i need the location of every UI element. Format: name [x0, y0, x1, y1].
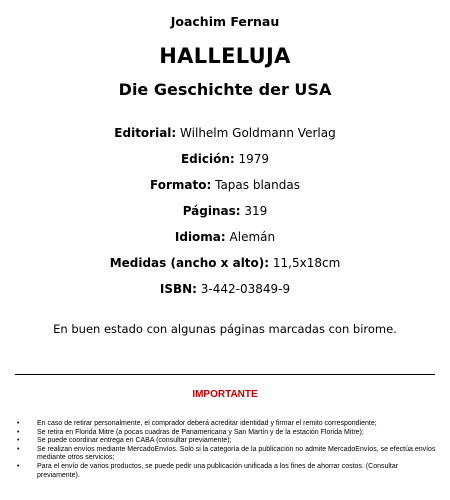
detail-label: Editorial:	[114, 126, 177, 140]
detail-value: 1979	[238, 152, 270, 166]
list-item-text: En caso de retirar personalmente, el comprador deberá acreditar identidad y firmar el remito correspondiente;	[37, 420, 377, 427]
detail-label: Edición:	[180, 152, 235, 166]
detail-value: Wilhelm Goldmann Verlag	[180, 126, 336, 140]
detail-label: Páginas:	[182, 204, 241, 218]
bullet-icon: •	[17, 428, 20, 436]
detail-label: Medidas (ancho x alto):	[109, 256, 270, 270]
list-item-text: Para el envío de varios productos, se puede pedir una publicación unificada a los fines de ahorrar costos. (Consultar previamente).	[37, 462, 399, 479]
detail-value: 11,5x18cm	[272, 256, 341, 270]
list-item	[0, 463, 450, 480]
bullet-icon: •	[17, 420, 20, 427]
detail-value: Alemán	[229, 230, 276, 244]
detail-idioma	[0, 230, 450, 244]
detail-paginas	[0, 204, 450, 218]
list-item-text: Se retira en Florida Mitre (a pocas cuadras de Panamericana y San Martín y de la estación Florida Mitre);	[37, 428, 364, 436]
important-heading: IMPORTANTE	[192, 389, 258, 400]
detail-formato	[0, 178, 450, 192]
detail-medidas	[0, 256, 450, 270]
book-subtitle: Die Geschichte der USA	[118, 80, 332, 99]
section-divider	[15, 374, 435, 375]
condition-note: En buen estado con algunas páginas marcadas con birome.	[53, 322, 397, 336]
list-item	[0, 420, 450, 429]
list-item	[0, 446, 450, 463]
detail-value: Tapas blandas	[215, 178, 300, 192]
detail-label: Idioma:	[174, 230, 226, 244]
bullet-icon: •	[17, 445, 20, 453]
detail-edicion	[0, 152, 450, 166]
detail-value: 3-442-03849-9	[200, 282, 291, 296]
detail-label: ISBN:	[159, 282, 197, 296]
detail-editorial	[0, 126, 450, 140]
detail-value: 319	[244, 204, 268, 218]
list-item-text: Se puede coordinar entrega en CABA (consultar previamente);	[37, 437, 232, 445]
bullet-icon: •	[17, 462, 20, 470]
bullet-icon: •	[17, 437, 20, 445]
detail-label: Formato:	[150, 178, 212, 192]
terms-list	[0, 420, 450, 480]
list-item	[0, 429, 450, 438]
book-title: HALLELUJA	[159, 44, 291, 68]
list-item	[0, 437, 450, 446]
list-item-text: Se realizan envíos mediante MercadoEnvíos. Solo si la categoría de la publicación no admite MercadoEnvíos, se efectúa envíos mediante otros servicios;	[37, 445, 436, 462]
book-author: Joachim Fernau	[170, 14, 280, 29]
detail-isbn	[0, 282, 450, 296]
